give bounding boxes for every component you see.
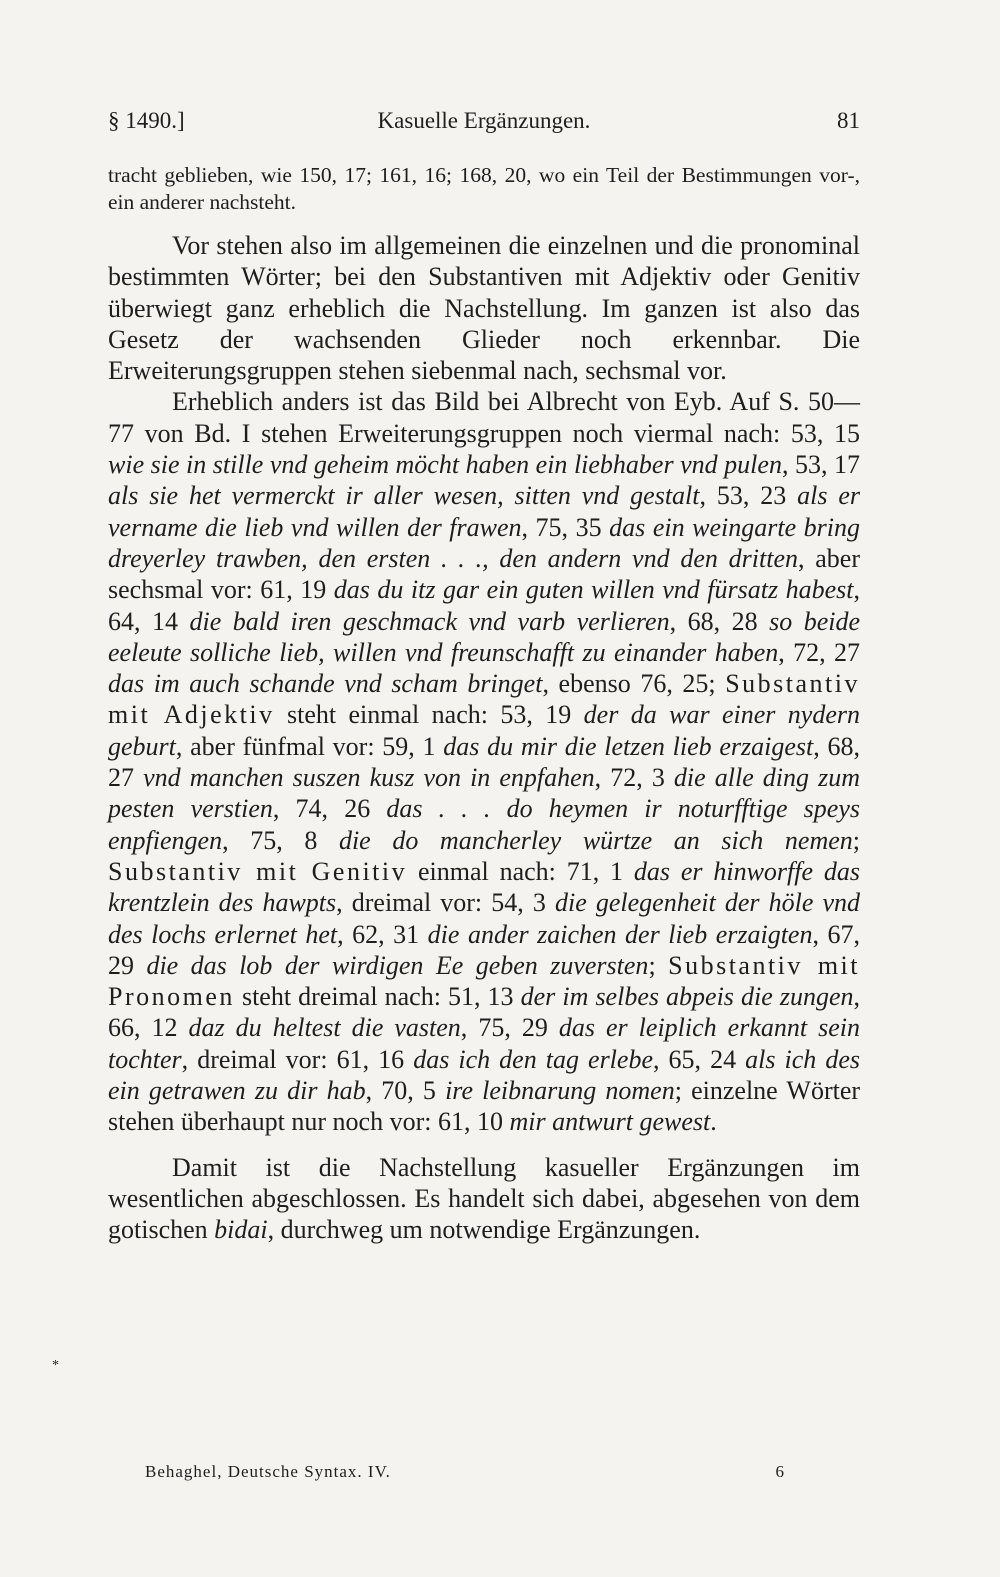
spaced-term: Substantiv mit Adjektiv [108,669,861,730]
footer [145,1462,785,1482]
footer-sheet-number: 6 [775,1462,785,1481]
margin-mark: * [52,1358,59,1373]
running-title: Kasuelle Ergänzungen. [377,108,591,133]
paragraph-summary: Vor stehen also im allgemeinen die einzelnen und die pronominal bestimmten Wörter; bei den Substantiven mit Adjektiv oder Genitiv überwiegt ganz erheblich die Nachstellung. Im ganzen ist also das Gesetz der wachsenden Glieder noch erkennbar. Die Erweiterungsgruppen stehen siebenmal nach, sechsmal vor. [108,231,860,386]
page-number: 81 [837,108,860,133]
spaced-term: Substantiv mit Pronomen [108,950,861,1012]
paragraph-conclusion: Damit ist die Nachstellung kasueller Ergänzungen im wesentlichen abgeschlossen. Es handelt sich dabei, abgesehen von dem gotischen bidai, durchweg um notwendige Ergänzungen. [108,1152,860,1245]
spaced-term: Substantiv mit Genitiv [108,856,408,886]
running-head [108,108,860,148]
paragraph-eyb-examples: Erheblich anders ist das Bild bei Albrecht von Eyb. Auf S. 50—77 von Bd. I stehen Erweiterungsgruppen noch viermal nach: 53, 15 wie sie in stille vnd geheim möcht haben ein liebhaber vnd pulen, 53, 17 als sie het vermerckt ir aller wesen, sitten vnd gestalt, 53, 23 als er vername die lieb vnd willen der frawen, 75, 35 das ein weingarte bring dreyerley trawben, den ersten . . ., den andern vnd den dritten, aber sechsmal vor: 61, 19 das du itz gar ein guten willen vnd fürsatz habest, 64, 14 die bald iren geschmack vnd varb verlieren, 68, 28 so beide eeleute solliche lieb, willen vnd freunschafft zu einander haben, 72, 27 das im auch schande vnd scham bringet, ebenso 76, 25; Substantiv mit Adjektiv steht einmal nach: 53, 19 der da war einer nydern geburt, aber fünfmal vor: 59, 1 das du mir die letzen lieb erzaigest, 68, 27 vnd manchen suszen kusz von in enpfahen, 72, 3 die alle ding zum pesten verstien, 74, 26 das . . . do heymen ir noturfftige speys enpfiengen, 75, 8 die do mancherley würtze an sich nemen; Substantiv mit Genitiv einmal nach: 71, 1 das er hinworffe das krentzlein des hawpts, dreimal vor: 54, 3 die gelegenheit der höle vnd des lochs erlernet het, 62, 31 die ander zaichen der lieb erzaigten, 67, 29 die das lob der wirdigen Ee geben zuversten; Substantiv mit Pronomen steht dreimal nach: 51, 13 der im selbes abpeis die zungen, 66, 12 daz du heltest die vasten, 75, 29 das er leiplich erkannt sein tochter, dreimal vor: 61, 16 das ich den tag erlebe, 65, 24 als ich des ein getrawen zu dir hab, 70, 5 ire leibnarung nomen; einzelne Wörter stehen überhaupt nur noch vor: 61, 10 mir antwurt gewest. [108,387,861,1137]
page [108,108,860,1246]
continuation-paragraph: tracht geblieben, wie 150, 17; 161, 16; 168, 20, wo ein Teil der Bestimmungen vor-, ein anderer nachsteht. [108,163,860,214]
section-number: § 1490.] [108,108,185,133]
footer-signature: Behaghel, Deutsche Syntax. IV. [145,1462,391,1481]
